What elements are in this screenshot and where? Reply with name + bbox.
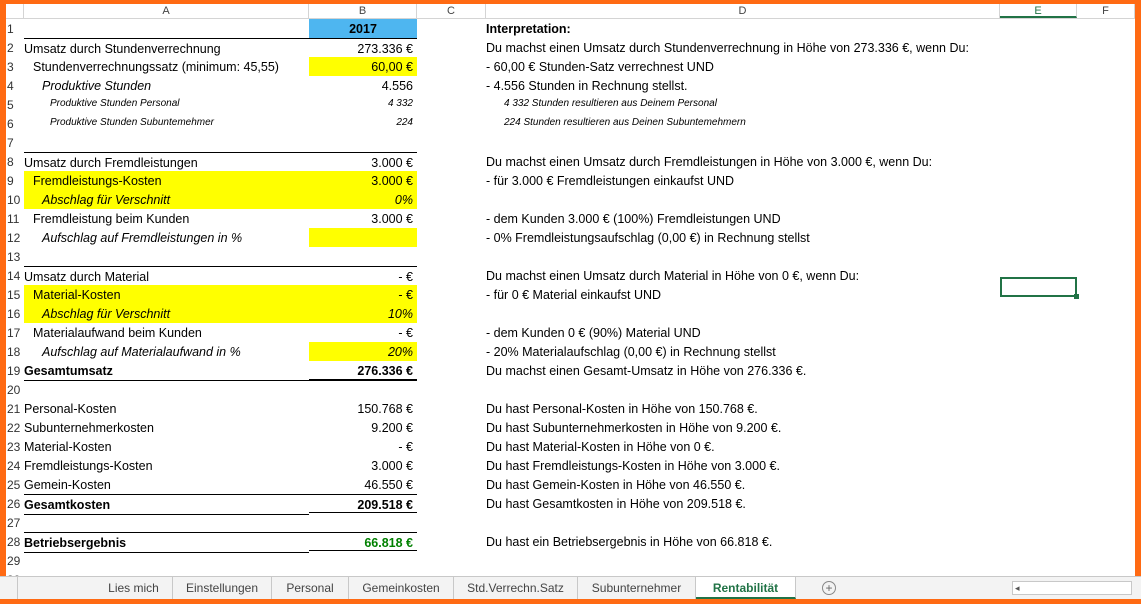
cell-label[interactable]: Fremdleistungs-Kosten [24, 171, 309, 190]
table-row [6, 437, 1135, 456]
select-all-corner[interactable] [6, 4, 24, 18]
spreadsheet-grid[interactable] [6, 4, 1135, 576]
cell-value[interactable] [309, 513, 417, 532]
cell-value[interactable]: - € [309, 266, 417, 285]
cell-interpretation[interactable]: - dem Kunden 3.000 € (100%) Fremdleistungen UND [486, 212, 781, 226]
row-number[interactable]: 5 [7, 98, 14, 112]
cell-interpretation[interactable]: - 0% Fremdleistungsaufschlag (0,00 €) in Rechnung stellst [486, 231, 810, 245]
row-number[interactable]: 13 [7, 250, 21, 264]
table-row [6, 456, 1135, 475]
row-number[interactable]: 20 [7, 383, 21, 397]
table-row [6, 418, 1135, 437]
row-number[interactable]: 4 [7, 79, 14, 93]
row-number[interactable]: 21 [7, 402, 21, 416]
row-number[interactable]: 6 [7, 117, 14, 131]
table-row [6, 209, 1135, 228]
year-header-cell[interactable]: 2017 [309, 19, 417, 38]
table-row [6, 114, 1135, 133]
cell-label[interactable]: Aufschlag auf Materialaufwand in % [42, 345, 241, 359]
cell-label[interactable] [24, 380, 309, 400]
cell-value[interactable]: 3.000 € [309, 171, 417, 190]
row-number[interactable]: 22 [7, 421, 21, 435]
cell-label[interactable]: Fremdleistungs-Kosten [24, 459, 153, 473]
cell-interpretation[interactable]: Du machst einen Umsatz durch Material in Höhe von 0 €, wenn Du: [486, 269, 860, 283]
column-header-a[interactable]: A [24, 4, 309, 18]
row-number[interactable]: 12 [7, 231, 21, 245]
cell-interpretation[interactable]: - 20% Materialaufschlag (0,00 €) in Rechnung stellst [486, 345, 776, 359]
cell-interpretation[interactable] [486, 380, 1086, 399]
cell-label[interactable]: Materialaufwand beim Kunden [33, 326, 202, 340]
table-row [6, 304, 1135, 323]
row-number[interactable]: 14 [7, 269, 21, 283]
cell-label[interactable]: Produktive Stunden Personal [50, 98, 180, 109]
cell-interpretation[interactable]: Du hast Fremdleistungs-Kosten in Höhe von 3.000 €. [486, 459, 780, 473]
cell-value[interactable]: 273.336 € [309, 38, 417, 57]
table-row [6, 38, 1135, 57]
row-number[interactable]: 2 [7, 41, 14, 55]
cell-value[interactable]: - € [398, 326, 413, 340]
table-row [6, 285, 1135, 304]
cell-label[interactable]: Personal-Kosten [24, 402, 117, 416]
row-number[interactable]: 29 [7, 554, 21, 568]
table-row [6, 551, 1135, 570]
tab-einstellungen[interactable]: Einstellungen [173, 577, 272, 599]
cell-label[interactable]: Gesamtumsatz [24, 361, 309, 381]
table-row [6, 57, 1135, 76]
cell-value[interactable]: 9.200 € [371, 421, 413, 435]
tab-personal[interactable]: Personal [272, 577, 349, 599]
table-row [6, 399, 1135, 418]
cell-interpretation[interactable]: - dem Kunden 0 € (90%) Material UND [486, 326, 701, 340]
interpretation-title[interactable]: Interpretation: [486, 22, 571, 36]
row-number[interactable]: 9 [7, 174, 14, 188]
cell-label[interactable]: Abschlag für Verschnitt [24, 190, 309, 209]
table-row [6, 475, 1135, 494]
cell-interpretation[interactable] [486, 247, 1086, 266]
table-row [6, 95, 1135, 114]
tab-lies-mich[interactable]: Lies mich [95, 577, 173, 599]
row-number[interactable]: 28 [7, 535, 21, 549]
cell-value[interactable]: 3.000 € [371, 212, 413, 226]
row-number[interactable]: 11 [7, 212, 20, 226]
table-row [6, 133, 1135, 152]
cell-label[interactable]: Umsatz durch Stundenverrechnung [24, 38, 309, 58]
cell-value[interactable]: - € [398, 440, 413, 454]
cell-label[interactable]: Fremdleistung beim Kunden [33, 212, 190, 226]
cell-interpretation[interactable]: Du hast Gemein-Kosten in Höhe von 46.550 €. [486, 478, 746, 492]
sheet-tab-bar [0, 576, 1141, 599]
cell-interpretation[interactable] [486, 304, 1086, 323]
row-number[interactable]: 18 [7, 345, 21, 359]
cell-value[interactable]: 46.550 € [364, 478, 413, 492]
cell-interpretation[interactable]: Du machst einen Gesamt-Umsatz in Höhe von 276.336 €. [486, 364, 807, 378]
table-row [6, 19, 1135, 38]
cell-interpretation[interactable]: Du hast ein Betriebsergebnis in Höhe von 66.818 €. [486, 535, 773, 549]
row-number[interactable]: 25 [7, 478, 21, 492]
cell-interpretation[interactable]: - für 3.000 € Fremdleistungen einkaufst UND [486, 174, 735, 188]
cell-value[interactable]: 224 [396, 117, 413, 128]
tab-scroll-spacer [0, 577, 18, 599]
cell-value[interactable]: 60,00 € [309, 57, 417, 76]
horizontal-scrollbar[interactable] [1012, 581, 1132, 595]
cell-label[interactable]: Aufschlag auf Fremdleistungen in % [42, 231, 243, 245]
cell-interpretation[interactable]: Du hast Subunternehmerkosten in Höhe von 9.200 €. [486, 421, 782, 435]
tab-std-verrechn-satz[interactable]: Std.Verrechn.Satz [454, 577, 578, 599]
row-number[interactable]: 8 [7, 155, 14, 169]
cell-label[interactable]: Material-Kosten [24, 285, 309, 304]
cell-value[interactable]: 10% [309, 304, 417, 323]
cell-value[interactable]: 209.518 € [309, 494, 417, 513]
table-row [6, 532, 1135, 551]
row-number[interactable]: 16 [7, 307, 21, 321]
cell-label[interactable]: Produktive Stunden [42, 79, 152, 93]
cell-label[interactable]: Subunternehmerkosten [24, 421, 154, 435]
cell-value[interactable]: - € [309, 285, 417, 304]
cell-label[interactable]: Gemein-Kosten [24, 478, 111, 492]
cell-label[interactable] [24, 133, 309, 152]
cell-interpretation[interactable]: - 60,00 € Stunden-Satz verrechnest UND [486, 60, 714, 74]
table-row [6, 228, 1135, 247]
tab-gemeinkosten[interactable]: Gemeinkosten [349, 577, 454, 599]
cell-interpretation[interactable]: Du hast Material-Kosten in Höhe von 0 €. [486, 440, 715, 454]
tab-subunternehmer[interactable]: Subunternehmer [578, 577, 696, 599]
cell-value[interactable]: 66.818 € [309, 532, 417, 551]
cell-value[interactable]: 4.556 [381, 79, 413, 93]
cell-interpretation[interactable]: 4 332 Stunden resultieren aus Deinem Personal [504, 98, 717, 109]
column-header-c[interactable]: C [417, 4, 486, 18]
cell-interpretation[interactable]: Du machst einen Umsatz durch Stundenverrechnung in Höhe von 273.336 €, wenn Du: [486, 41, 969, 55]
table-row [6, 266, 1135, 285]
row-number[interactable]: 26 [7, 497, 21, 511]
cell-value[interactable]: 0% [309, 190, 417, 209]
cell-label[interactable]: Material-Kosten [24, 440, 112, 454]
cell-value[interactable]: 4 332 [387, 98, 413, 109]
cell-value[interactable]: 20% [309, 342, 417, 361]
row-number[interactable]: 3 [7, 60, 14, 74]
table-row [6, 380, 1135, 399]
cell-label[interactable] [24, 247, 309, 266]
cell-interpretation[interactable] [486, 513, 1086, 532]
column-header-e[interactable]: E [1000, 4, 1077, 18]
table-row [6, 247, 1135, 266]
table-row [6, 361, 1135, 380]
table-row [6, 152, 1135, 171]
cell-value[interactable]: 276.336 € [309, 361, 417, 380]
cell-value[interactable] [309, 133, 417, 152]
column-header-d[interactable]: D [486, 4, 1000, 18]
add-sheet-icon[interactable]: + [822, 581, 836, 595]
cell-value[interactable] [309, 247, 417, 266]
cell-label[interactable] [24, 551, 309, 570]
cell-value[interactable]: 150.768 € [357, 402, 413, 416]
table-row [6, 323, 1135, 342]
cell-interpretation[interactable]: - 4.556 Stunden in Rechnung stellst. [486, 79, 688, 93]
row-number[interactable]: 15 [7, 288, 21, 302]
cell-value[interactable]: 3.000 € [309, 152, 417, 171]
cell-interpretation[interactable] [486, 190, 1086, 209]
cell-interpretation[interactable]: Du hast Personal-Kosten in Höhe von 150.768 €. [486, 402, 758, 416]
cell-value[interactable] [309, 551, 417, 570]
tab-rentabilitaet[interactable]: Rentabilität [696, 577, 796, 599]
cell-label[interactable]: Umsatz durch Material [24, 266, 309, 286]
row-number[interactable]: 10 [7, 193, 21, 207]
cell-interpretation[interactable]: Du hast Gesamtkosten in Höhe von 209.518 €. [486, 497, 746, 511]
row-number[interactable]: 27 [7, 516, 21, 530]
column-header-b[interactable]: B [309, 4, 417, 18]
table-row [6, 190, 1135, 209]
table-row [6, 342, 1135, 361]
cell-label[interactable]: Stundenverrechnungssatz (minimum: 45,55) [33, 60, 279, 74]
table-row [6, 513, 1135, 532]
cell-interpretation[interactable] [486, 551, 1086, 570]
cell-interpretation[interactable] [486, 133, 1086, 152]
cell-interpretation[interactable]: Du machst einen Umsatz durch Fremdleistungen in Höhe von 3.000 €, wenn Du: [486, 155, 933, 169]
table-row [6, 76, 1135, 95]
column-header-f[interactable]: F [1077, 4, 1135, 18]
scroll-left-icon[interactable]: ◂ [1015, 583, 1020, 593]
table-row [6, 494, 1135, 513]
cell-label[interactable] [24, 513, 309, 532]
row-number[interactable]: 7 [7, 136, 14, 150]
cell-interpretation[interactable]: 224 Stunden resultieren aus Deinen Subuntemehmern [504, 117, 746, 128]
row-number[interactable]: 23 [7, 440, 21, 454]
row-number[interactable]: 19 [7, 364, 21, 378]
selected-cell-e15[interactable] [1000, 277, 1077, 297]
row-number[interactable]: 17 [7, 326, 21, 340]
cell-label[interactable]: Produktive Stunden Subuntemehmer [50, 117, 214, 128]
cell-label[interactable]: Umsatz durch Fremdleistungen [24, 152, 309, 172]
cell-value[interactable] [309, 228, 417, 247]
cell-value[interactable]: 3.000 € [371, 459, 413, 473]
cell-label[interactable]: Gesamtkosten [24, 494, 309, 515]
row-number[interactable]: 1 [7, 22, 14, 36]
row-number[interactable]: 24 [7, 459, 21, 473]
cell-label[interactable]: Betriebsergebnis [24, 532, 309, 553]
table-row [6, 171, 1135, 190]
cell-label[interactable]: Abschlag für Verschnitt [24, 304, 309, 323]
cell-label[interactable] [24, 19, 309, 38]
cell-value[interactable] [309, 380, 417, 399]
cell-interpretation[interactable]: - für 0 € Material einkaufst UND [486, 288, 662, 302]
